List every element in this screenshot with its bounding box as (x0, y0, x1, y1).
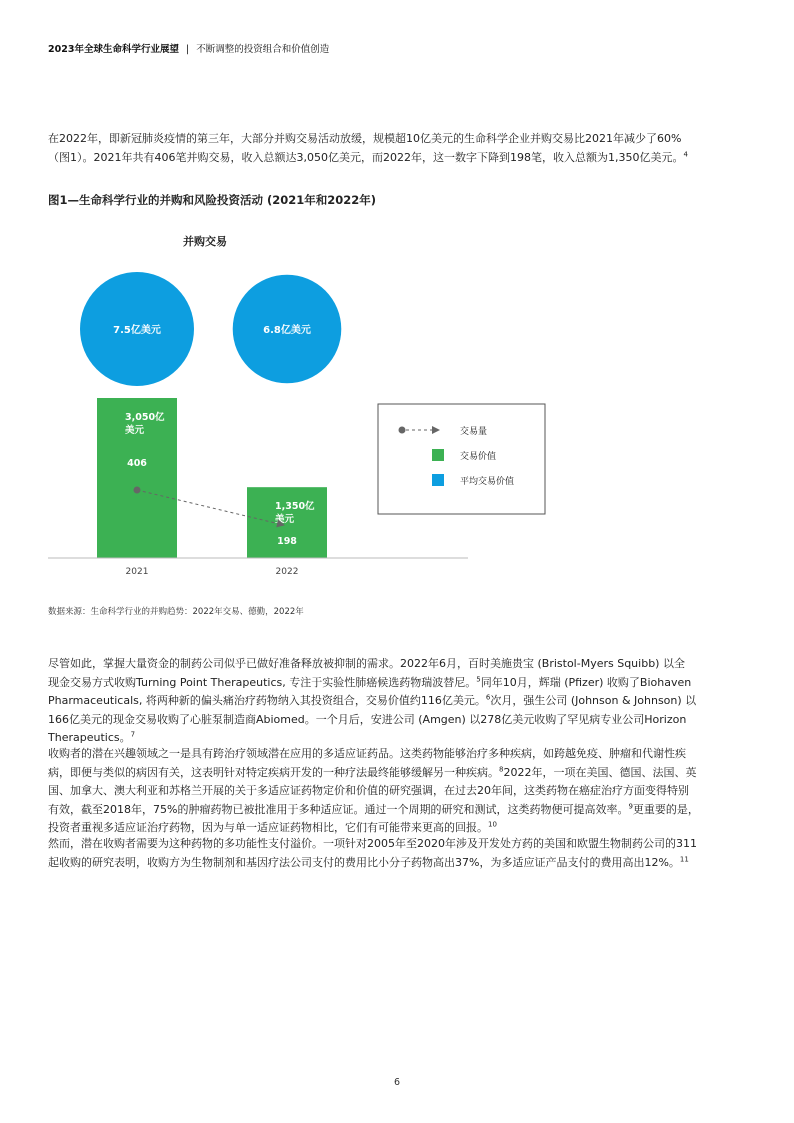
paragraph-line (48, 835, 748, 854)
footnote-ref: 7 (130, 730, 136, 739)
legend-avg-swatch (432, 474, 444, 486)
body-paragraph-3 (48, 835, 748, 872)
paragraph-line (48, 745, 748, 764)
intro-paragraph (48, 130, 748, 167)
text-run: Pharmaceuticals, 将两种新的偏头痛治疗药物纳入其投资组合，交易价值约116亿美元。 (48, 694, 486, 707)
footnote-ref: 4 (683, 149, 688, 158)
report-title: 2023年全球生命科学行业展望 (48, 44, 179, 55)
text-run: 2022年，一项在美国、德国、法国、英 (503, 765, 697, 779)
text-run: 然而，潜在收购者需要为这种药物的多功能性支付溢价。一项针对2005年至2020年涉及开发处方药的美国和欧盟生物制药公司的311 (48, 837, 697, 850)
ma-chart (40, 225, 560, 585)
header-separator: | (185, 44, 190, 55)
text-run: 尽管如此，掌握大量资金的制药公司似乎已做好准备释放被抑制的需求。2022年6月，百时美施贵宝 (Bristol-Myers Squibb) 以全 (48, 657, 685, 670)
legend-value-swatch (432, 449, 444, 461)
text-run: 有效，截至2018年，75%的肿瘤药物已被批准用于多种适应证。通过一个周期的研究和测试，这类药物便可提高效率。 (48, 802, 629, 816)
paragraph-line (48, 692, 748, 711)
footnote-ref: 8 (499, 764, 504, 773)
footnote-ref: 5 (476, 674, 481, 683)
x-tick-label: 2021 (125, 567, 149, 577)
text-run: 投资者重视多适应证治疗药物，因为与单一适应证药物相比，它们有可能带来更高的回报。 (48, 821, 488, 834)
bar-value-label: 1,350亿 (275, 501, 315, 513)
text-run: 病，即便与类似的病因有关，这表明针对特定疾病开发的一种疗法最终能够缓解另一种疾病。 (48, 765, 499, 779)
bar-value-label: 3,050亿 (125, 412, 165, 423)
volume-point (134, 487, 141, 494)
volume-label: 198 (277, 536, 297, 547)
text-run: Therapeutics。 (48, 731, 131, 744)
text-run: 更重要的是， (632, 802, 699, 816)
text-run: 同年10月，辉瑞 (Pfizer) 收购了Biohaven (480, 675, 692, 689)
figure-title: 图1—生命科学行业的并购和风险投资活动 (2021年和2022年) (48, 193, 377, 207)
paragraph-line (48, 655, 748, 674)
report-subtitle: 不断调整的投资组合和价值创造 (196, 44, 330, 55)
legend-label: 交易价值 (460, 452, 497, 462)
text-run: 现金交易方式收购Turning Point Therapeutics, 专注于实验性肺癌候选药物瑞波替尼。 (48, 675, 477, 689)
paragraph-line (48, 782, 748, 801)
x-tick-label: 2022 (275, 567, 299, 577)
bar-value-label: 美元 (125, 425, 145, 436)
bubble-label: 7.5亿美元 (113, 325, 161, 336)
footnote-ref: 10 (488, 820, 497, 829)
body-paragraph-2 (48, 745, 748, 838)
intro-line-2: （图1）。2021年共有406笔并购交易，收入总额达3,050亿美元，而2022年，这一数字下降到198笔，收入总额为1,350亿美元。$^4$ (48, 149, 688, 164)
paragraph-line (48, 854, 748, 873)
text-run: 起收购的研究表明，收购方为生物制剂和基因疗法公司支付的费用比小分子药物高出37%，为多适应证产品支付的费用高出12%。 (48, 855, 680, 869)
paragraph-line (48, 674, 748, 693)
running-header (48, 41, 329, 55)
page-number: 6 (393, 1077, 401, 1088)
bar-value-label: 美元 (275, 514, 295, 526)
body-paragraph-1 (48, 655, 748, 748)
footnote-ref: 6 (485, 693, 491, 702)
footnote-ref: 9 (628, 801, 633, 810)
legend-label: 交易量 (460, 427, 488, 437)
text-run: 国、加拿大、澳大利亚和苏格兰开展的关于多适应证药物定价和价值的研究强调，在过去20年间，这类药物在癌症治疗方面变得特别 (48, 784, 689, 797)
figure-source: 数据来源：生命科学行业的并购趋势：2022年交易、德勤，2022年 (48, 607, 304, 617)
paragraph-line (48, 764, 748, 783)
footnote-ref: 11 (679, 854, 689, 863)
text-run: 次月，强生公司 (Johnson & Johnson) 以 (490, 694, 697, 707)
text-run: 收购者的潜在兴趣领域之一是具有跨治疗领域潜在应用的多适应证药品。这类药物能够治疗多种疾病，如跨越免疫、肿瘤和代谢性疾 (48, 747, 686, 760)
paragraph-line (48, 711, 748, 730)
bubble-label: 6.8亿美元 (263, 325, 311, 336)
paragraph-line (48, 801, 748, 820)
volume-label: 406 (127, 458, 147, 469)
legend-label: 平均交易价值 (460, 477, 515, 487)
chart-title: 并购交易 (183, 235, 227, 248)
legend-volume-marker (399, 427, 406, 434)
text-run: 166亿美元的现金交易收购了心脏泵制造商Abiomed。一个月后，安进公司 (Amgen) 以278亿美元收购了罕见病专业公司Horizon (48, 712, 687, 726)
intro-line-1: 在2022年，即新冠肺炎疫情的第三年，大部分并购交易活动放缓，规模超10亿美元的生命科学企业并购交易比2021年减少了60% (48, 132, 682, 145)
